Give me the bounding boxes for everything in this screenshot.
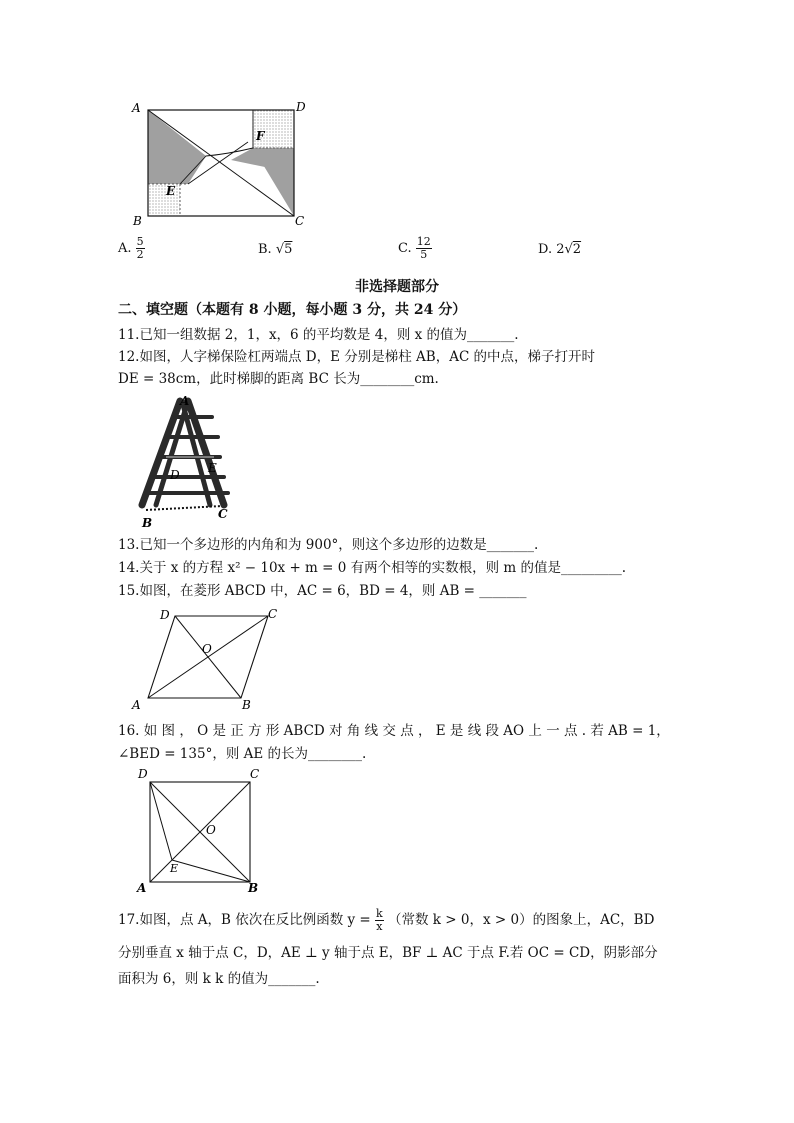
- question-12-line1: 12.如图，人字梯保险杠两端点 D，E 分别是梯柱 AB，AC 的中点，梯子打开时: [118, 349, 596, 365]
- figure-square: [134, 764, 264, 896]
- question-14: 14.关于 x 的方程 x² − 10x + m = 0 有两个相等的实数根，则 m 的值是_________.: [118, 560, 627, 576]
- section-title: 非选择题部分: [355, 279, 439, 295]
- sqrt-icon: √: [564, 242, 573, 257]
- label-d: D: [170, 468, 180, 482]
- question-17-line3: 面积为 6，则 k k 的值为_______.: [118, 971, 320, 987]
- label-b: B: [142, 516, 153, 529]
- question-15: 15.如图，在菱形 ABCD 中，AC = 6，BD = 4，则 AB = _______: [118, 583, 527, 599]
- label-b: B: [242, 698, 251, 711]
- option-c: C. $\frac{12}{5}$: [398, 235, 431, 261]
- label-b: B: [248, 881, 259, 895]
- shaded-region-left: [148, 110, 206, 184]
- dotted-square-e: [148, 184, 180, 216]
- label-d: D: [160, 608, 170, 622]
- label-o: O: [202, 642, 212, 656]
- label-f: F: [256, 129, 265, 143]
- question-13: 13.已知一个多边形的内角和为 900°，则这个多边形的边数是_______.: [118, 537, 539, 553]
- label-c: C: [295, 214, 305, 228]
- label-o: O: [206, 823, 216, 837]
- label-d: D: [296, 100, 306, 114]
- label-b: B: [133, 214, 142, 228]
- option-c-fraction: $\frac{12}{5}$: [416, 235, 431, 261]
- question-16-line1: 16. 如 图 ， O 是 正 方 形 ABCD 对 角 线 交 点 ， E 是 线 段 AO 上 一 点 . 若 AB = 1，: [118, 723, 670, 739]
- question-17-line1: 17.如图，点 A，B 依次在反比例函数 y = $\frac{k}{x}$ （常数 k > 0，x > 0）的图象上，AC，BD: [118, 907, 655, 933]
- label-c: C: [250, 767, 260, 781]
- label-e: E: [208, 461, 217, 475]
- option-d: D. 2√2: [538, 242, 582, 257]
- option-a-fraction: $\frac{5}{2}$: [136, 235, 144, 261]
- question-11: 11.已知一组数据 2，1，x，6 的平均数是 4，则 x 的值为_______.: [118, 327, 519, 343]
- label-c: C: [218, 507, 228, 521]
- figure-ladder: [132, 393, 238, 529]
- question-16-line2: ∠BED = 135°，则 AE 的长为________.: [118, 746, 367, 762]
- label-c: C: [268, 607, 278, 621]
- label-a: A: [137, 881, 147, 895]
- figure-rhombus: [126, 603, 280, 711]
- sqrt-icon: √: [275, 242, 285, 257]
- question-12-line2: DE = 38cm，此时梯脚的距离 BC 长为________cm.: [118, 371, 439, 387]
- figure-rectangle: [128, 98, 314, 230]
- label-a: A: [132, 698, 141, 711]
- label-e: E: [166, 184, 176, 198]
- label-e: E: [170, 862, 179, 875]
- part2-title: 二、填空题（本题有 8 小题，每小题 3 分，共 24 分）: [118, 302, 467, 318]
- question-17-line2: 分别垂直 x 轴于点 C，D，AE ⊥ y 轴于点 E，BF ⊥ AC 于点 F.若 OC = CD，阴影部分: [118, 945, 658, 961]
- label-d: D: [138, 767, 148, 781]
- label-a: A: [132, 101, 141, 115]
- option-b: B. √5: [258, 242, 293, 257]
- option-a: A. $\frac{5}{2}$: [118, 235, 144, 261]
- label-a: A: [180, 394, 190, 408]
- q17-fraction: $\frac{k}{x}$: [376, 907, 383, 933]
- shaded-region-right-upper: [231, 148, 294, 173]
